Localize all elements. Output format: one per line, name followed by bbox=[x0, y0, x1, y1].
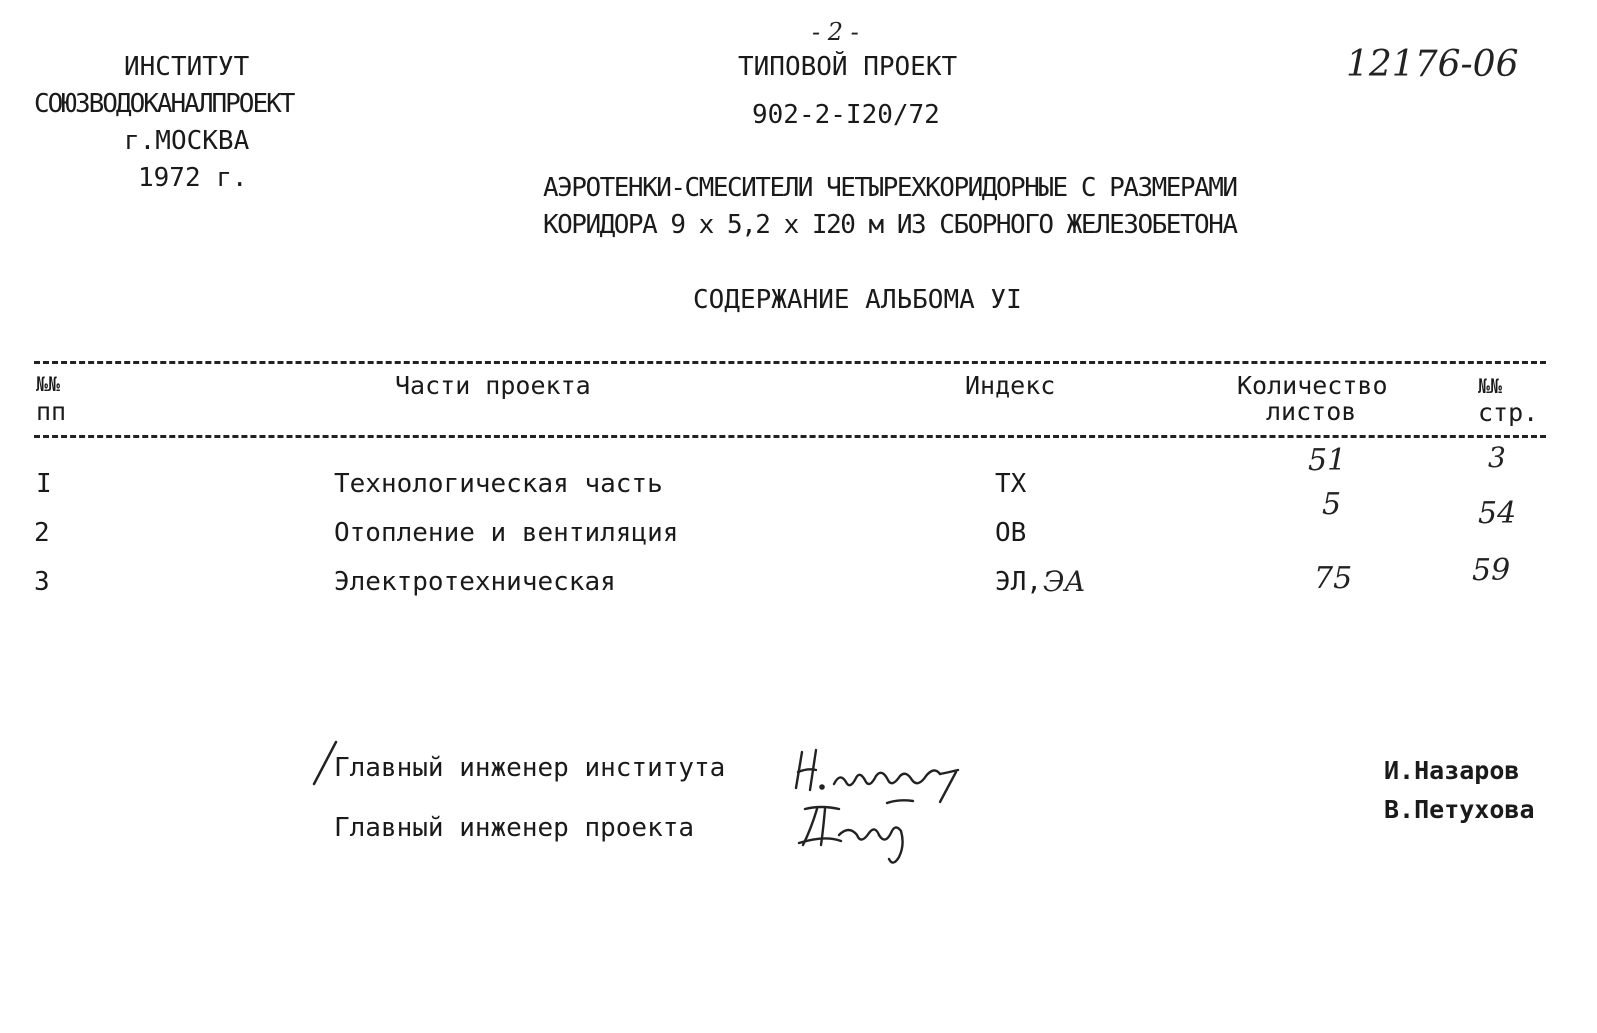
row-1-num: I bbox=[36, 469, 52, 499]
header-parts: Части проекта bbox=[395, 371, 591, 400]
chief-institute-name: И.Назаров bbox=[1384, 756, 1520, 785]
chief-project-label: Главный инженер проекта bbox=[334, 813, 695, 843]
row-1-index: ТХ bbox=[995, 469, 1027, 499]
header-num-2: пп bbox=[36, 397, 67, 426]
institute-line-3: г.МОСКВА bbox=[124, 126, 250, 156]
header-page-1: №№ bbox=[1478, 374, 1503, 398]
row-2-num: 2 bbox=[34, 518, 50, 548]
project-title-line-2: КОРИДОРА 9 х 5,2 х I20 м ИЗ СБОРНОГО ЖЕЛЕЗОБЕТОНА bbox=[543, 210, 1237, 240]
row-3-num: 3 bbox=[34, 567, 50, 597]
row-1-page: 3 bbox=[1488, 441, 1506, 474]
row-2-index: ОВ bbox=[995, 518, 1027, 548]
chief-institute-label: Главный инженер института bbox=[334, 753, 726, 783]
row-3-index: ЭЛ, bbox=[995, 567, 1042, 597]
document-number: 12176-06 bbox=[1346, 44, 1519, 85]
row-1-sheets: 51 bbox=[1308, 443, 1347, 478]
header-qty-1: Количество bbox=[1237, 371, 1388, 400]
contents-title: СОДЕРЖАНИЕ АЛЬБОМА УI bbox=[693, 285, 1022, 315]
project-title-line-1: АЭРОТЕНКИ-СМЕСИТЕЛИ ЧЕТЫРЕХКОРИДОРНЫЕ С РАЗМЕРАМИ bbox=[543, 173, 1237, 203]
table-top-divider bbox=[34, 361, 1546, 364]
institute-line-2: СОЮЗВОДОКАНАЛПРОЕКТ bbox=[34, 89, 294, 119]
row-2-sheets: 5 bbox=[1322, 487, 1342, 522]
header-page-2: стр. bbox=[1478, 398, 1539, 427]
header-index: Индекс bbox=[965, 371, 1056, 400]
institute-line-1: ИНСТИТУТ bbox=[124, 52, 250, 82]
page-number: - 2 - bbox=[812, 18, 859, 46]
project-type: ТИПОВОЙ ПРОЕКТ bbox=[738, 52, 958, 82]
chief-project-name: В.Петухова bbox=[1384, 795, 1535, 824]
header-num-1: №№ bbox=[36, 372, 61, 396]
row-3-index-handwritten: ЭА bbox=[1043, 565, 1086, 598]
row-2-part: Отопление и вентиляция bbox=[334, 518, 679, 548]
row-3-page: 59 bbox=[1472, 553, 1511, 588]
header-qty-2: листов bbox=[1266, 397, 1357, 426]
project-number: 902-2-I20/72 bbox=[752, 100, 940, 130]
row-3-part: Электротехническая bbox=[334, 567, 616, 597]
institute-line-4: 1972 г. bbox=[138, 163, 248, 193]
row-2-page: 54 bbox=[1478, 496, 1517, 531]
table-header-divider bbox=[34, 435, 1546, 438]
row-1-part: Технологическая часть bbox=[334, 469, 663, 499]
row-3-sheets: 75 bbox=[1314, 561, 1353, 596]
chief-project-signature bbox=[795, 795, 925, 870]
